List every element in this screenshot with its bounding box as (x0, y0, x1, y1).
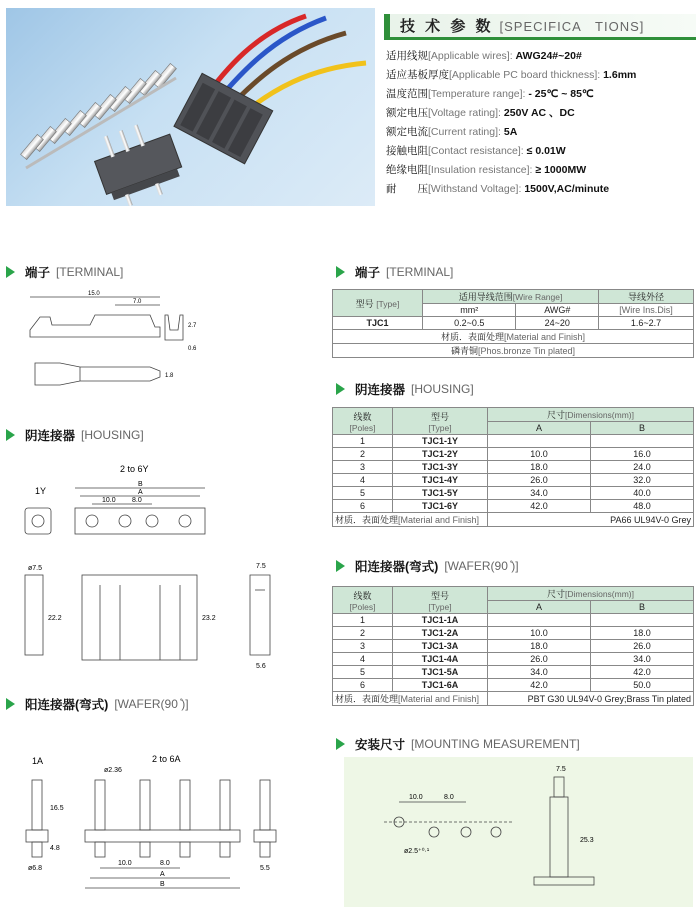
material-label-en: [Material and Finish] (398, 515, 480, 525)
triangle-bullet-icon (6, 429, 15, 441)
triangle-bullet-icon (336, 383, 345, 395)
triangle-bullet-icon (336, 266, 345, 278)
section-title-zh: 阳连接器(弯式) (25, 698, 109, 712)
section-title-en: [TERMINAL] (56, 265, 124, 279)
cell-material: PBT G30 UL94V-0 Grey;Brass Tin plated (488, 692, 694, 706)
cell-material-label (333, 513, 488, 527)
table-row (333, 474, 694, 487)
label-wafer-one: 1A (32, 756, 44, 766)
cell-a: 34.0 (488, 666, 591, 679)
cell-poles: 5 (333, 487, 393, 500)
dim-housing-h2: 23.2 (202, 615, 216, 622)
spec-key-en: [Applicable PC board thickness]: (449, 69, 601, 81)
section-title-en: [TERMINAL] (386, 265, 454, 279)
dim-housing-h1: 22.2 (48, 615, 62, 622)
housing-table (332, 407, 694, 527)
cell-type: TJC1-6Y (393, 500, 488, 513)
cell-type: TJC1-5Y (393, 487, 488, 500)
table-row (333, 500, 694, 513)
table-row (333, 461, 694, 474)
header-text-en: [Dimensions(mm)] (565, 589, 634, 599)
spec-key-en: [Temperature range]: (428, 88, 526, 100)
spec-row (386, 124, 517, 139)
cell-poles: 1 (333, 614, 393, 627)
cell-poles: 3 (333, 640, 393, 653)
cell-a: 26.0 (488, 474, 591, 487)
cell-type: TJC1-5A (393, 666, 488, 679)
cell-type: TJC1-1A (393, 614, 488, 627)
cell-model: TJC1 (333, 317, 423, 330)
spec-row (386, 67, 636, 82)
dim-wafer-pitch1: 10.0 (118, 860, 132, 867)
dim-mount-hole: ø2.5⁺⁰·¹ (404, 848, 430, 855)
dim-wafer-h2: 4.8 (50, 845, 60, 852)
spec-key: 适应基板厚度 (386, 69, 449, 81)
cell-material: PA66 UL94V-0 Grey (488, 513, 694, 527)
cell-poles: 1 (333, 435, 393, 448)
cell-a: 18.0 (488, 640, 591, 653)
header-text-en: [Poles] (349, 601, 376, 612)
spec-key-en: [Current rating]: (428, 126, 501, 138)
spec-row (386, 181, 609, 196)
cell-material (333, 344, 694, 358)
header-type (393, 587, 488, 614)
header-a: A (488, 601, 591, 614)
header-text-en: [Type] (376, 298, 400, 309)
cell-a: 18.0 (488, 461, 591, 474)
table-row (333, 627, 694, 640)
cell-a: 34.0 (488, 487, 591, 500)
dim-wafer-side: 5.5 (260, 865, 270, 872)
section-title-en: [HOUSING] (81, 428, 144, 442)
header-text: 线数 (353, 411, 372, 422)
table-row (333, 614, 694, 627)
cell-b: 18.0 (590, 627, 693, 640)
section-housing-left (6, 426, 144, 444)
spec-key: 额定电压 (386, 107, 428, 119)
spec-row (386, 86, 594, 101)
spec-value: 5A (503, 126, 518, 138)
dim-terminal-width: 1.8 (165, 373, 174, 379)
table-row (333, 487, 694, 500)
spec-value: ≥ 1000MW (535, 164, 587, 176)
dim-wafer-height: 16.5 (50, 805, 64, 812)
label-wafer-many: 2 to 6A (152, 754, 181, 764)
section-wafer-right (336, 557, 519, 575)
dim-mount-pitch1: 10.0 (409, 794, 423, 801)
material-value-en: [Phos.bronze Tin plated] (477, 346, 576, 356)
cell-material-label (333, 330, 694, 344)
header-text: 导线外径 (628, 292, 665, 302)
cell-b (591, 435, 694, 448)
cell-a: 42.0 (488, 500, 591, 513)
header-poles (333, 408, 393, 435)
cell-poles: 5 (333, 666, 393, 679)
spec-row (386, 143, 566, 158)
section-title-zh: 端子 (25, 266, 51, 280)
cell-b: 26.0 (590, 640, 693, 653)
connector-photo-illustration (6, 8, 375, 206)
cell-poles: 6 (333, 500, 393, 513)
spec-key-en: [Contact resistance]: (428, 145, 524, 157)
cell-poles: 4 (333, 474, 393, 487)
spec-key-en: [Withstand Voltage]: (428, 183, 522, 195)
cell-type: TJC1-2Y (393, 448, 488, 461)
header-text: 型号 (430, 590, 449, 601)
cell-type: TJC1-3A (393, 640, 488, 653)
material-label: 材质．表面处理 (335, 515, 399, 525)
section-title-en: [WAFER(90 ̊)] (114, 697, 189, 711)
dim-housing-b: B (138, 481, 143, 488)
cell-material-label (333, 692, 488, 706)
wafer-drawing (20, 750, 320, 900)
label-housing-one: 1Y (35, 486, 47, 496)
cell-a (488, 614, 591, 627)
header-text: 尺寸 (547, 410, 566, 420)
dim-housing-side-width: 7.5 (256, 563, 266, 570)
spec-key: 接触电阻 (386, 145, 428, 157)
table-row (333, 666, 694, 679)
section-title-zh: 阴连接器 (355, 383, 406, 397)
cell-a: 26.0 (488, 653, 591, 666)
spec-key-en: [Insulation resistance]: (428, 164, 533, 176)
table-row (333, 435, 694, 448)
spec-key-en: [Voltage rating]: (428, 107, 501, 119)
cell-b: 50.0 (590, 679, 693, 692)
spec-key: 适用线规 (386, 50, 428, 62)
specifications-title-en: [SPECIFICA TIONS] (499, 19, 645, 34)
section-title-en: [HOUSING] (411, 382, 474, 396)
cell-b: 48.0 (591, 500, 694, 513)
table-row (333, 513, 694, 527)
product-photo (6, 8, 375, 206)
material-label: 材质．表面处理 (440, 332, 504, 342)
terminal-table (332, 289, 694, 358)
spec-key: 额定电流 (386, 126, 428, 138)
terminal-drawing (20, 285, 220, 395)
table-row (333, 692, 694, 706)
dim-wafer-pin: ø2.36 (104, 767, 122, 774)
header-mm: mm² (423, 304, 516, 317)
section-title-zh: 端子 (355, 266, 381, 280)
spec-key: 耐 压 (386, 183, 428, 195)
spec-key-en: [Applicable wires]: (428, 50, 513, 62)
cell-b: 32.0 (591, 474, 694, 487)
spec-value: 1500V,AC/minute (524, 183, 610, 195)
dim-housing-pitch2: 8.0 (132, 497, 142, 504)
header-text-en: [Wire Range] (512, 292, 563, 302)
table-row (333, 344, 694, 358)
header-b: B (590, 601, 693, 614)
section-title-en: [WAFER(90 ̊)] (444, 559, 519, 573)
material-label: 材质．表面处理 (335, 694, 399, 704)
dim-mount-height: 25.3 (580, 837, 594, 844)
dim-terminal-height: 2.7 (188, 323, 197, 329)
cell-a: 10.0 (488, 448, 591, 461)
wafer-table (332, 586, 694, 706)
header-wire-range (423, 290, 599, 304)
header-type (333, 290, 423, 317)
cell-b (590, 614, 693, 627)
cell-mm: 0.2~0.5 (423, 317, 516, 330)
mounting-drawing (344, 757, 693, 907)
header-text: 型号 (355, 298, 374, 309)
specifications-header (384, 14, 696, 40)
header-text-en: [Type] (428, 601, 452, 612)
cell-b: 42.0 (590, 666, 693, 679)
spec-value: - 25℃ ~ 85℃ (528, 88, 594, 100)
section-title-zh: 安装尺寸 (355, 738, 406, 752)
cell-a: 42.0 (488, 679, 591, 692)
cell-type: TJC1-4A (393, 653, 488, 666)
cell-dis: 1.6~2.7 (599, 317, 694, 330)
spec-value: 1.6mm (603, 69, 637, 81)
section-title-zh: 阳连接器(弯式) (355, 560, 439, 574)
header-text-en: [Type] (428, 422, 452, 433)
section-mounting (336, 735, 580, 753)
cell-poles: 2 (333, 448, 393, 461)
cell-b: 34.0 (590, 653, 693, 666)
spec-value: AWG24#~20# (515, 50, 582, 62)
header-text: 尺寸 (547, 589, 566, 599)
specifications-title-zh: 技 术 参 数 (400, 18, 494, 35)
housing-drawing (20, 460, 320, 680)
spec-row (386, 162, 586, 177)
dim-housing-width: ø7.5 (28, 565, 43, 572)
cell-type: TJC1-1Y (393, 435, 488, 448)
cell-type: TJC1-6A (393, 679, 488, 692)
triangle-bullet-icon (336, 738, 345, 750)
section-title-en: [MOUNTING MEASUREMENT] (411, 737, 580, 751)
cell-poles: 6 (333, 679, 393, 692)
dim-terminal-crimp: 7.0 (133, 299, 142, 305)
material-label-en: [Material and Finish] (503, 332, 586, 342)
dim-housing-side-bottom: 5.6 (256, 663, 266, 670)
section-wafer-left (6, 695, 189, 713)
material-value: 磷青铜 (450, 346, 478, 356)
header-wire-dis (599, 290, 694, 304)
section-terminal-left (6, 263, 123, 281)
cell-poles: 2 (333, 627, 393, 640)
cell-awg: 24~20 (516, 317, 599, 330)
section-title-zh: 阴连接器 (25, 429, 76, 443)
dim-housing-a: A (138, 489, 143, 496)
spec-value: 250V AC 、DC (503, 107, 575, 119)
dim-wafer-b: B (160, 881, 165, 888)
cell-b: 16.0 (591, 448, 694, 461)
dim-mount-pitch2: 8.0 (444, 794, 454, 801)
header-text: 线数 (353, 590, 372, 601)
cell-poles: 4 (333, 653, 393, 666)
table-row (333, 317, 694, 330)
cell-type: TJC1-3Y (393, 461, 488, 474)
cell-b: 40.0 (591, 487, 694, 500)
header-poles (333, 587, 393, 614)
dim-housing-pitch1: 10.0 (102, 497, 116, 504)
dim-wafer-a: A (160, 871, 165, 878)
header-b: B (591, 422, 694, 435)
header-dimensions (488, 587, 694, 601)
spec-value: ≤ 0.01W (526, 145, 566, 157)
header-type (393, 408, 488, 435)
table-row (333, 679, 694, 692)
dim-mount-top: 7.5 (556, 766, 566, 773)
spec-row (386, 105, 575, 120)
section-housing-right (336, 380, 474, 398)
cell-b: 24.0 (591, 461, 694, 474)
header-text-en: [Wire Ins.Dis] (599, 304, 694, 317)
dim-wafer-diameter: ø6.8 (28, 865, 43, 872)
material-label-en: [Material and Finish] (398, 694, 480, 704)
cell-type: TJC1-4Y (393, 474, 488, 487)
header-text: 型号 (430, 411, 449, 422)
cell-a (488, 435, 591, 448)
spec-key: 绝缘电阻 (386, 164, 428, 176)
header-dimensions (488, 408, 694, 422)
cell-type: TJC1-2A (393, 627, 488, 640)
dim-terminal-length: 15.0 (88, 291, 100, 297)
dim-terminal-thickness: 0.6 (188, 346, 197, 352)
table-row (333, 653, 694, 666)
label-housing-many: 2 to 6Y (120, 464, 149, 474)
dim-wafer-pitch2: 8.0 (160, 860, 170, 867)
table-row (333, 640, 694, 653)
header-text: 适用导线范围 (458, 292, 513, 302)
section-terminal-right (336, 263, 453, 281)
header-text-en: [Poles] (349, 422, 376, 433)
table-row (333, 330, 694, 344)
cell-a: 10.0 (488, 627, 591, 640)
table-row (333, 448, 694, 461)
triangle-bullet-icon (6, 266, 15, 278)
triangle-bullet-icon (336, 560, 345, 572)
triangle-bullet-icon (6, 698, 15, 710)
header-text-en: [Dimensions(mm)] (565, 410, 634, 420)
spec-row (386, 48, 582, 63)
header-awg: AWG# (516, 304, 599, 317)
header-a: A (488, 422, 591, 435)
spec-key: 温度范围 (386, 88, 428, 100)
cell-poles: 3 (333, 461, 393, 474)
